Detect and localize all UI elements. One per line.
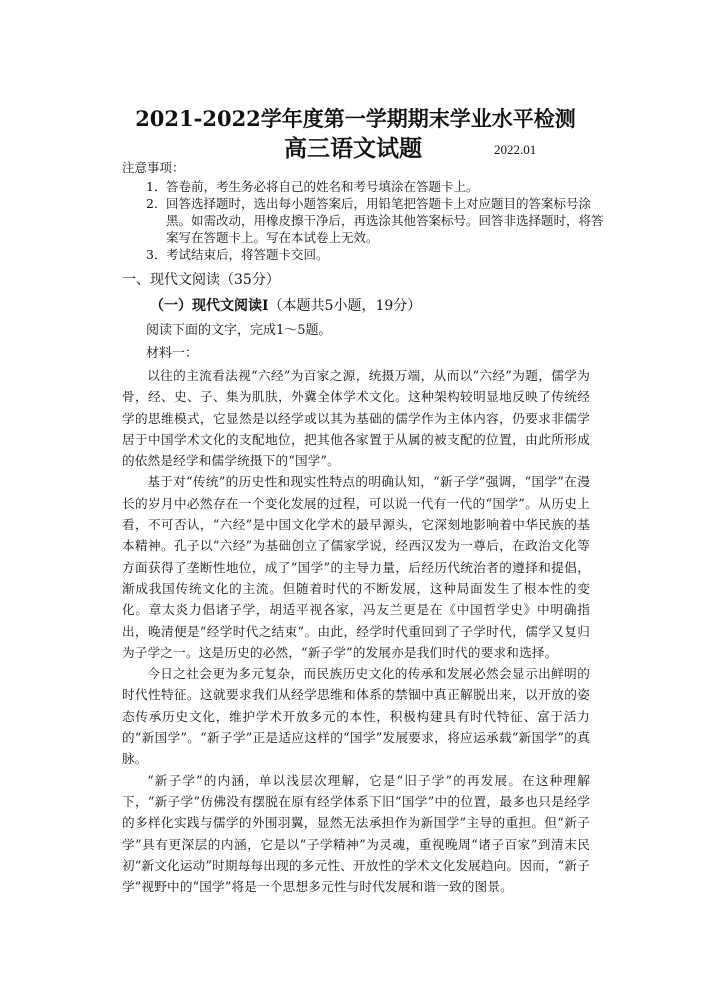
subsection-heading [150,297,421,315]
notice-item [146,195,606,246]
subsection-info: （本题共5小题，19分） [268,298,422,314]
notice-item-text: 考试结束后，将答题卡交回。 [166,247,329,262]
material-label: 材料一： [146,346,199,361]
subsection-title: （一）现代文阅读Ⅰ [150,298,269,314]
section-heading: 一、现代文阅读（35分） [122,272,280,288]
paragraph: 以往的主流看法视“六经”为百家之源，统摄万端，从而以“六经”为题，儒学为骨，经、史、子、集为肌肤，外冀全体学术文化。这种架构较明显地反映了传统经学的思维模式，它显然是以经学或以其为基础的儒学作为主体内容，仍要求非儒学居于中国学术文化的支配地位，把其他各家置于从属的被支配的位置，由此所形成的依然是经学和儒学统摄下的“国学”。 [122,368,590,469]
notice-item [146,178,606,195]
paragraph: 基于对“传统”的历史性和现实性特点的明确认知，“新子学”强调，“国学”在漫长的岁月中必然存在一个变化发展的过程，可以说一代有一代的“国学”。从历史上看，不可否认，“六经”是中国文化学术的最早源头，它深刻地影响着中华民族的基本精神。孔子以“六经”为基础创立了儒家学说，经西汉发为一尊后，在政治文化等方面获得了垄断性地位，成了“国学”的主导力量，后经历代统治者的遵择和提倡，渐成我国传统文化的主流。但随着时代的不断发展，这种局面发生了根本性的变化。章太炎力倡诸子学，胡适平视各家，冯友兰更是在《中国哲学史》中明确指出，晚清便是“经学时代之结束”。由此，经学时代重回到了子学时代，儒学又复归为子学之一。这是历史的必然，“新子学”的发展亦是我们时代的要求和选择。 [122,474,590,660]
paragraph: 今日之社会更为多元复杂，而民族历史文化的传承和发展必然会显示出鲜明的时代性特征。这就要求我们从经学思维和体系的禁锢中真正解脱出来，以开放的姿态传承历史文化，维护学术开放多元的本性，积极构建具有时代特征、富于活力的“新国学”。“新子学”正是适应这样的“国学”发展要求，将应运承载“新国学”的真脉。 [122,666,590,767]
exam-title: 2021-2022学年度第一学期期末学业水平检测 [135,106,576,131]
exam-subtitle: 高三语文试题 [284,135,422,162]
notice-heading: 注意事项： [122,160,185,175]
material-text [122,365,590,897]
notice-item-text: 回答选择题时，选出每小题答案后，用铅笔把答题卡上对应题目的答案标号涂黑。如需改动，用橡皮擦干净后，再选涂其他答案标号。回答非选择题时，将答案写在答题卡上。写在本试卷上无效。 [166,196,604,245]
notice-item-number: 3． [146,247,167,262]
paragraph: “新子学”的内涵，单以浅层次理解，它是“旧子学”的再发展。在这种理解下，“新子学”仿佛没有摆脱在原有经学体系下旧“国学”中的位置，最多也只是经学的多样化实践与儒学的外围羽翼，显然无法承担作为新国学”主导的重担。但“新子学”具有更深层的内涵，它是以“子学精神”为灵魂，重视晚周“诸子百家”到清末民初“新文化运动”时期每每出现的多元性、开放性的学术文化发展趋向。因而，“新子学”视野中的“国学”将是一个思想多元性与时代发展和谐一致的图景。 [122,772,590,895]
notice-item-number: 1． [146,179,167,194]
notice-item-number: 2． [146,196,167,211]
reading-instruction: 阅读下面的文字，完成1～5题。 [146,323,332,338]
notice-list [146,178,606,263]
exam-date: 2022.01 [494,142,537,157]
notice-item-text: 答卷前，考生务必将自己的姓名和考号填涂在答题卡上。 [166,179,479,194]
notice-item [146,246,606,263]
